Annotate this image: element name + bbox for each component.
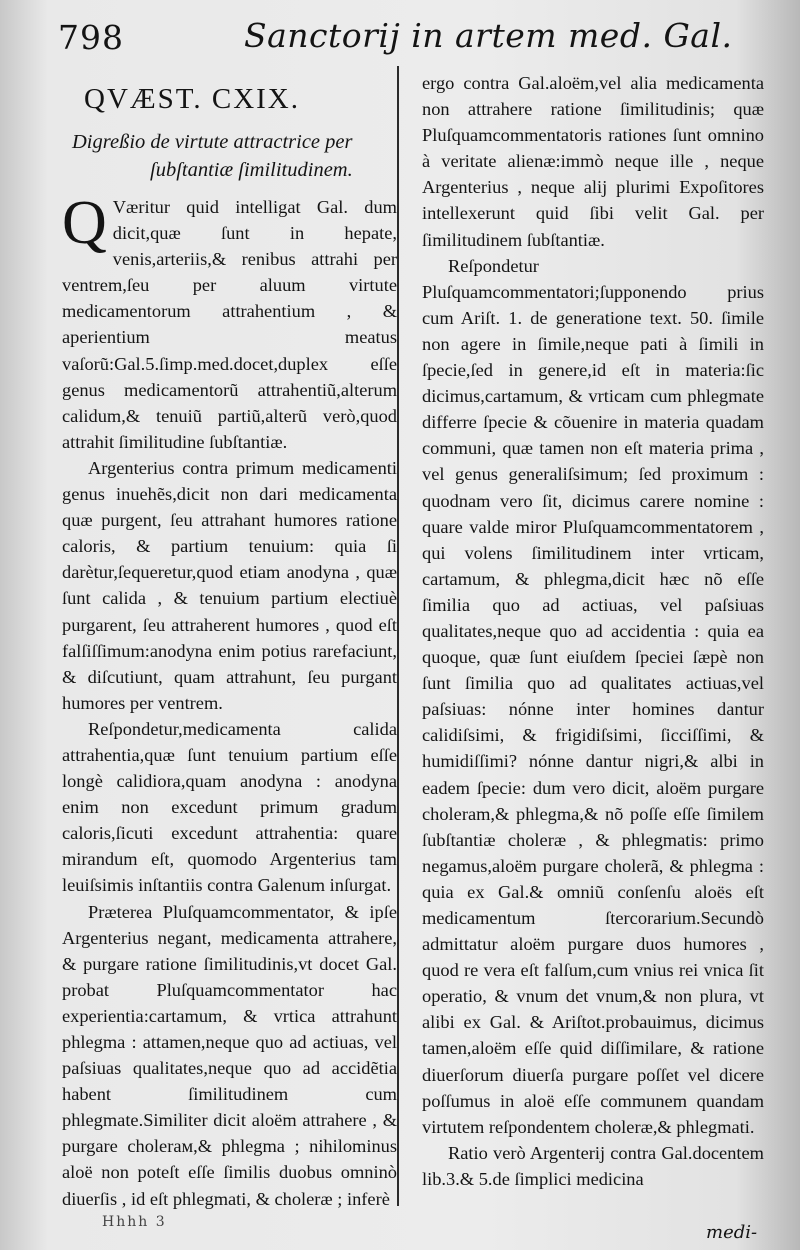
paragraph: QVæritur quid intelligat Gal. dum dicit,quæ ſunt in hepate, venis,arteriis,& renibus attrahi per ventrem,ſeu per aluum virtute medicamentorum attrahentium , & aperientium meatus vaſorũ:Gal.5.ſimp.med.docet,duplex eſſe genus medicamentorũ attrahentiũ,alterum calidum,& tenuiũ partiũ,alterũ verò,quod attrahit ſimilitudine ſubſtantiæ.	[62, 189, 397, 452]
paragraph: Argenterius contra primum medicamenti genus inuehẽs,dicit non dari medicamenta quæ purgent, ſeu attrahant humores ratione caloris, & partium tenuium: quia ſi darètur,ſequeretur,quod etiam anodyna , quæ ſunt calida , & tenuium partium electiuè purgarent, ſeu attraherent humores , quod eſt falſiſſimum:anodyna enim potius rarefaciunt, & diſcutiunt, quam attrahunt, ſeu purgant humores per ventrem.	[62, 457, 397, 713]
subtitle-line-2: ſubſtantiæ ſimilitudinem.	[150, 159, 353, 181]
catchword: medi-	[706, 1222, 758, 1243]
running-title: Sanctorij in artem med. Gal.	[244, 16, 733, 55]
right-column	[422, 70, 764, 1192]
signature-mark: Hhhh 3	[102, 1214, 167, 1230]
column-divider	[397, 66, 399, 1206]
page-number: 798	[58, 18, 124, 57]
question-heading: QVÆST. CXIX.	[84, 83, 300, 115]
page-header	[58, 14, 778, 64]
subtitle-line-1: Digreßio de virtute attractrice per	[72, 131, 353, 153]
paragraph: Præterea Pluſquamcommentator, & ipſe Argenterius negant, medicamenta attrahere, & purgare ratione ſimilitudinis,vt docet Gal. probat Pluſquamcommentator hac experientia:cartamum, & vrtica attrahunt phlegma : attamen,neque quo ad actiuas, vel paſsiuas qualitates,neque quo ad accidẽtia habent ſimilitudinem cum phlegmate.Similiter dicit aloëm attrahere , & purgare cholerам,& phlegma ; nihilominus aloë non poteſt eſſe ſimilis duobus omninò diuerſis , id eſt phlegmati, & choleræ ; inferè	[62, 901, 397, 1209]
paragraph: Ratio verò Argenterij contra Gal.docentem lib.3.& 5.de ſimplici medicina	[422, 1142, 764, 1189]
paragraph: Reſpondetur Pluſquamcommentatori;ſupponendo prius cum Ariſt. 1. de generatione text. 50. ſimile non agere in ſimile,neque pati à ſimili in ſpecie,ſed in genere,id eſt in materia:ſic dicimus,cartamum, & vrticam cum phlegmate differre ſpecie & cõuenire in materia quadam communi, quæ tamen non eſt materia prima , vel genus generaliſsimum; ſed proximum : quodnam vero ſit, dicimus carere nomine : quare valde miror Pluſquamcommentatorem , qui volens ſimilitudinem inter vrticam, cartamum, & phlegma,dicit hæc nõ eſſe ſimilia quo ad actiuas, vel paſsiuas qualitates,neque quo ad accidentia : quia ea quoque, quæ ſunt eiuſdem ſpeciei ſæpè non ſunt ſimilia quo ad qualitates actiuas,vel paſsiuas: nónne inter homines dantur calidiſsimi, & frigidiſsimi, ſicciſſimi, & humidiſſimi? nónne dantur nigri,& albi in eadem ſpecie: dum vero dicit, aloëm purgare choleram,& phlegma,& nõ poſſe eſſe ſimilem ſubſtantiæ choleræ , & phlegmatis: primo negamus,aloëm purgare cholerã, & phlegma : quia ex Gal.& omniũ conſenſu aloës eſt medicamentum ſtercorarium.Secundò admittatur aloëm purgare duos humores , quod re vera eſt falſum,cum vnius rei vnica ſit operatio, & vnum det vnum,& non plura, vt alibi ex Gal. & Ariſtot.probauimus, dicimus tamen,aloëm eſſe quid diſſimilare, & ratione diuerſorum diuerſa purgare poſſet vel dicere poſſumus in aloë eſſe communem quandam virtutem reſpondentem choleræ,& phlegmati.	[422, 255, 764, 1137]
paragraph: Reſpondetur,medicamenta calida attrahentia,quæ ſunt tenuium partium eſſe longè calidiora,quam anodyna : anodyna enim non excedunt primum gradum caloris,ſicuti excedunt attrahentia: quare mirandum eſt, quomodo Argenterius tam leuiſsimis inſtantiis contra Galenum inſurgat.	[62, 718, 397, 896]
paragraph: ergo contra Gal.aloëm,vel alia medicamenta non attrahere ratione ſimilitudinis; quæ Pluſquamcommentatoris rationes ſunt omnino à veritate alienæ:immò neque ille , neque Argenterius , neque alij plurimi Expoſitores intellexerunt quid ſibi velit Gal. per ſimilitudinem ſubſtantiæ.	[422, 73, 764, 250]
section-subtitle	[72, 128, 397, 184]
left-column	[62, 70, 397, 1212]
